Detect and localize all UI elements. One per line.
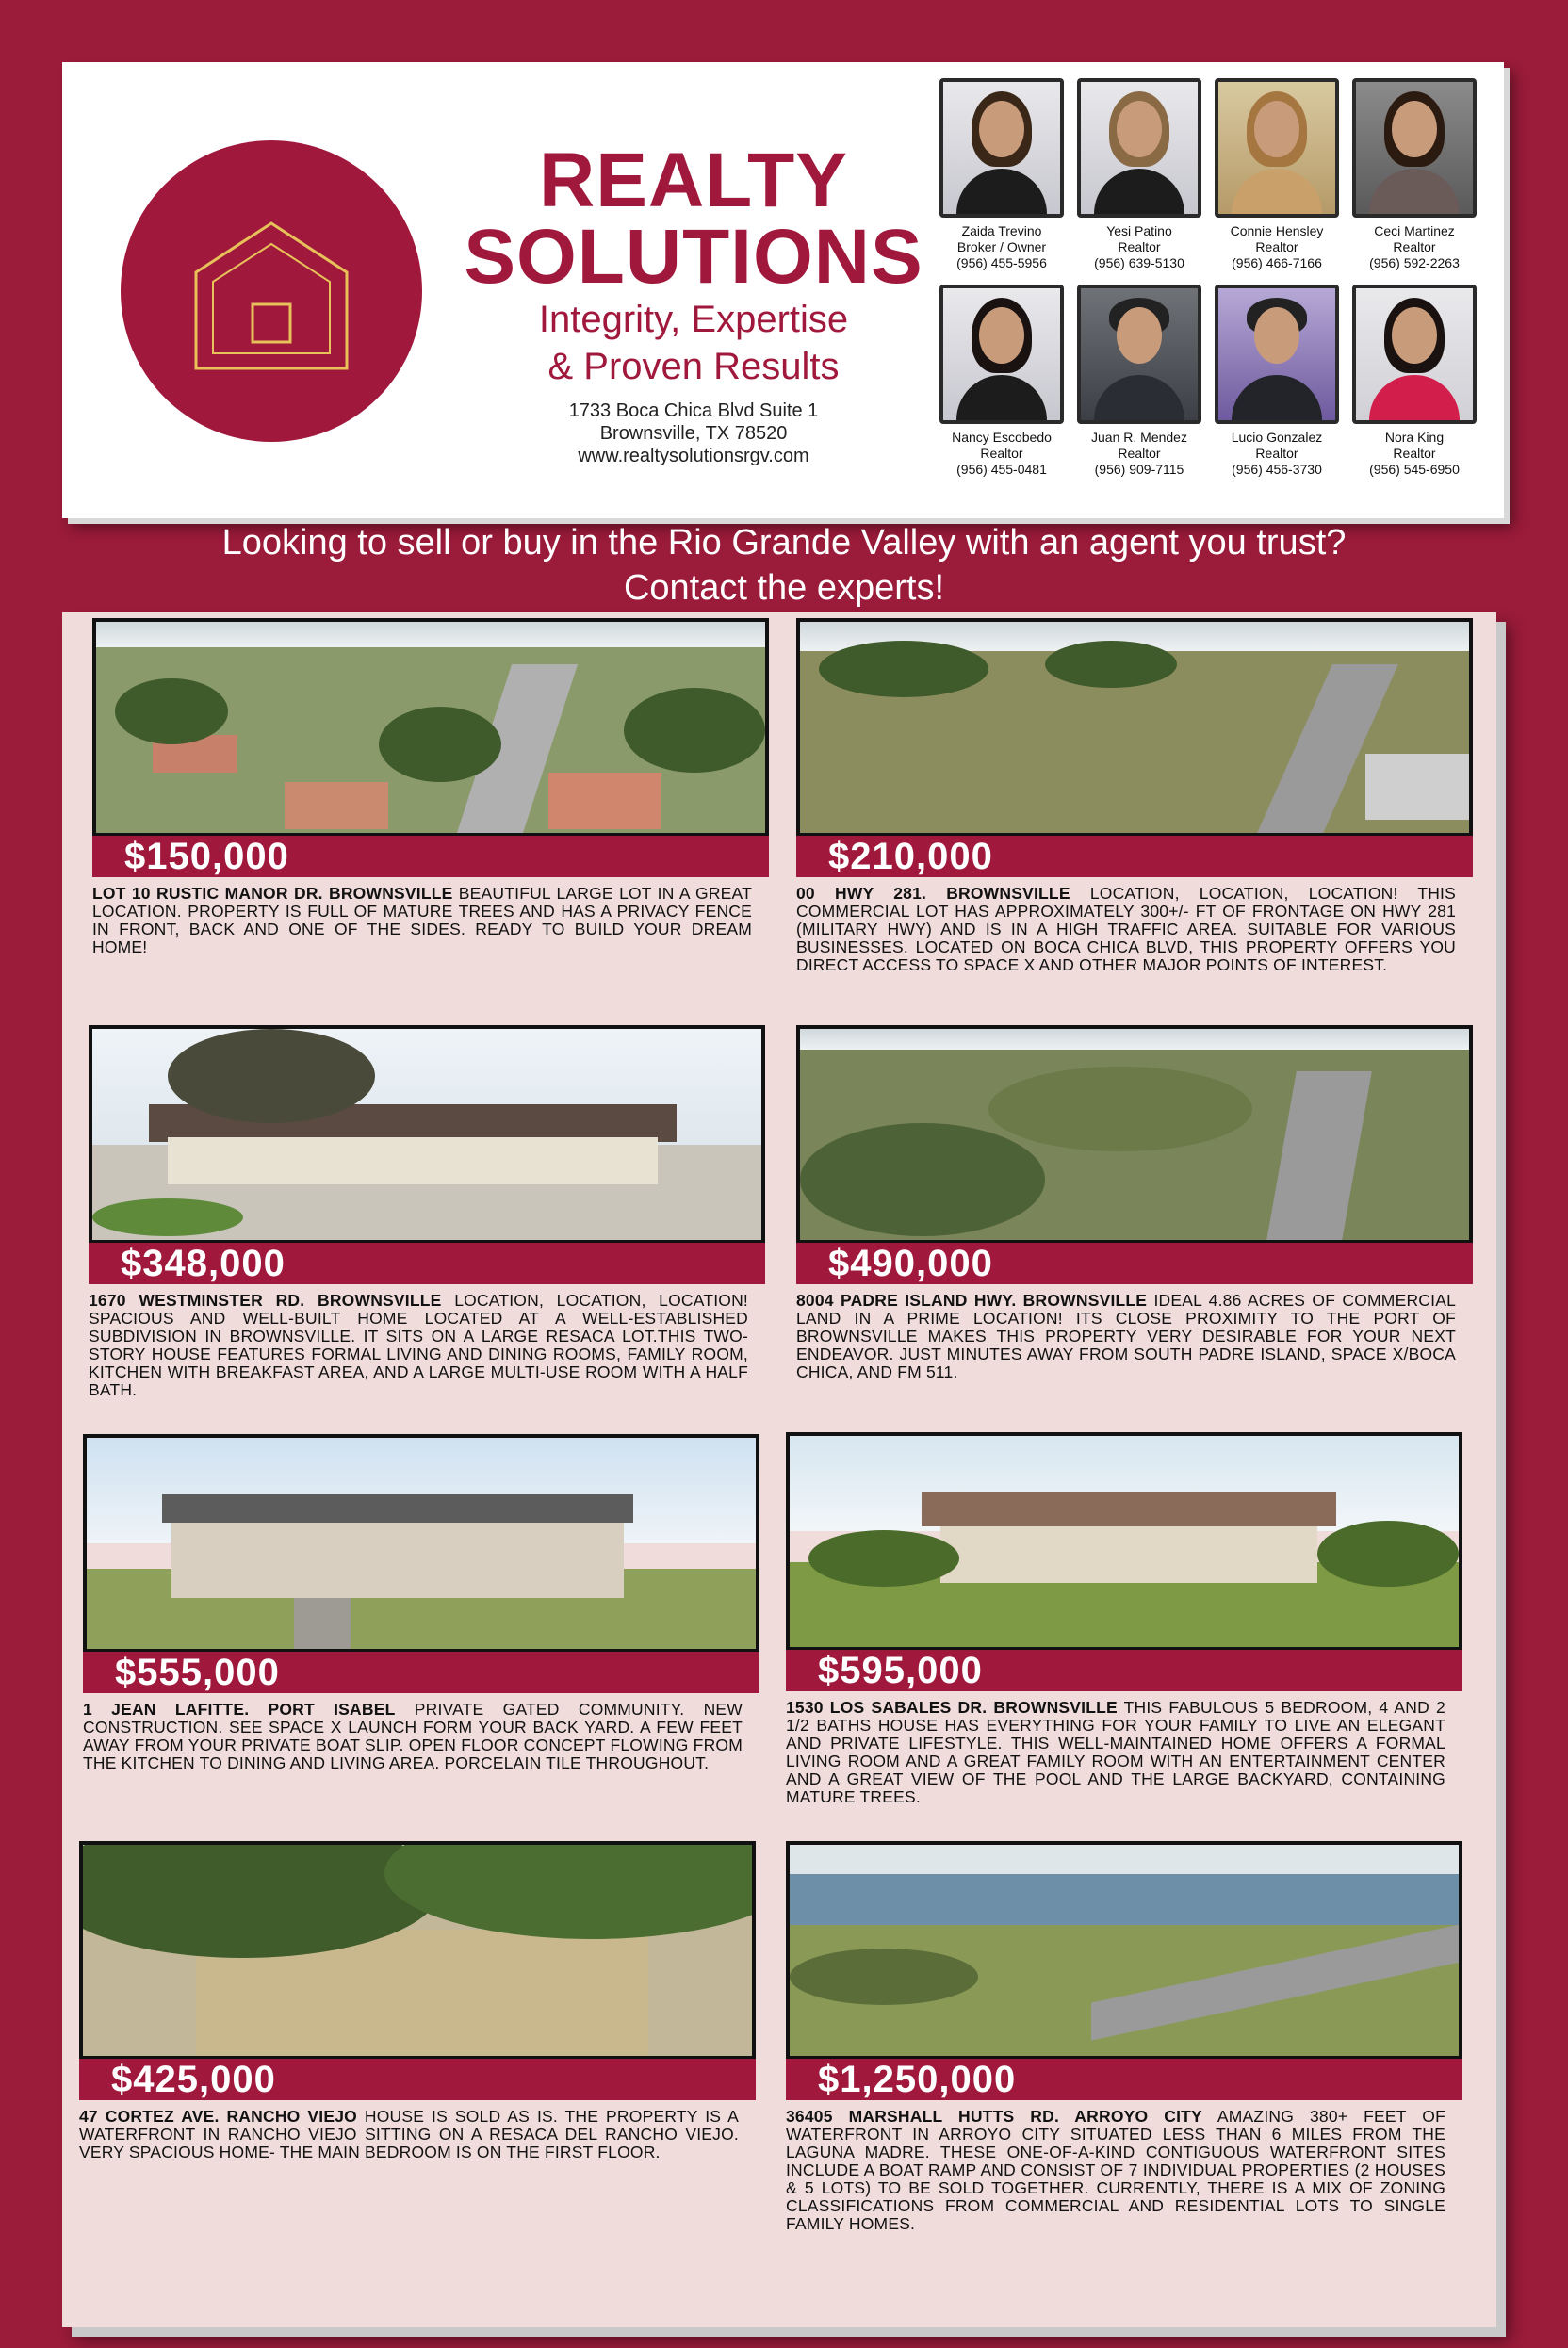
listing-photo [89,1025,765,1244]
listing-description [92,885,752,956]
agent-role: Realtor [1393,239,1436,254]
listing-details: PRIVATE GATED COMMUNITY. NEW CONSTRUCTION. SEE SPACE X LAUNCH FORM YOUR BACK YARD. A FEW FEET AWAY FROM YOUR PRIVATE BOAT SLIP. OPEN FLOOR CONCEPT FLOWING FROM THE KITCHEN TO DINING AND LIVING AREA. PORCELAIN TILE THROUGHOUT. [83,1700,743,1772]
brand-name-line2: SOLUTIONS [464,214,923,300]
listing-photo [796,618,1473,837]
listing-description [796,885,1456,974]
call-to-action-banner [0,520,1568,611]
listings-panel [62,612,1496,2327]
header-card [62,62,1504,518]
listing-price: $210,000 [828,836,993,877]
listing-details: LOCATION, LOCATION, LOCATION! SPACIOUS AND WELL-BUILT HOME LOCATED AT A WELL-ESTABLISHED SUBDIVISION IN BROWNSVILLE. IT SITS ON A LARGE RESACA LOT.THIS TWO-STORY HOUSE FEATURES FORMAL LIVING AND DINING ROOMS, FAMILY ROOM, KITCHEN WITH BREAKFAST AREA, AND A LARGE MULTI-USE ROOM WITH A HALF BATH. [89,1291,748,1399]
price-bar [786,2059,1462,2100]
price-bar [79,2059,756,2100]
listing-details: BEAUTIFUL LARGE LOT IN A GREAT LOCATION. PROPERTY IS FULL OF MATURE TREES AND HAS A PRIVACY FENCE IN FRONT, BACK AND ONE OF THE SIDES. READY TO BUILD YOUR DREAM HOME! [92,884,753,956]
brand-name-line1: REALTY [539,138,848,223]
website-link[interactable]: www.realtysolutionsrgv.com [578,446,809,466]
listing-price: $1,250,000 [818,2059,1017,2100]
address-line1: 1733 Boca Chica Blvd Suite 1 [568,400,819,421]
listing-address: 47 CORTEZ AVE. RANCHO VIEJO [79,2107,357,2126]
listing-details: THIS FABULOUS 5 BEDROOM, 4 AND 2 1/2 BATHS HOUSE HAS EVERYTHING FOR YOUR FAMILY TO LIVE AN ELEGANT AND PRIVATE LIFESTYLE. THIS WELL-MAINTAINED HOME OFFERS A FORMAL LIVING ROOM AND A GREAT FAMILY ROOM WITH AN ENTERTAINMENT CENTER AND A GREAT VIEW OF THE POOL AND THE LARGE BACKYARD, CONTAINING MATURE TREES. [786,1698,1446,1806]
agent-card [1346,78,1483,271]
listing-address: 1530 LOS SABALES DR. BROWNSVILLE [786,1698,1118,1717]
agent-role: Realtor [1118,446,1161,461]
listing-details: AMAZING 380+ FEET OF WATERFRONT IN ARROYO CITY SITUATED LESS THAN 6 MILES FROM THE LAGUNA MADRE. THESE ONE-OF-A-KIND CONTIGUOUS WATERFRONT SITES INCLUDE A BOAT RAMP AND CONSIST OF 7 INDIVIDUAL PROPERTIES (2 HOUSES & 5 LOTS) TO BE SOLD TOGETHER. CURRENTLY, THERE IS A MIX OF ZONING CLASSIFICATIONS FROM COMMERCIAL AND RESIDENTIAL LOTS TO SINGLE FAMILY HOMES. [786,2107,1446,2233]
agent-photo [1352,285,1477,424]
agent-role: Realtor [980,446,1023,461]
price-bar [796,1243,1473,1284]
agent-phone[interactable]: (956) 455-5956 [956,255,1047,270]
listing-description [79,2108,739,2161]
agent-name: Connie Hensley [1230,223,1324,238]
agent-grid [933,78,1491,478]
listing-price: $425,000 [111,2059,276,2100]
listing-photo [786,1432,1462,1651]
price-bar [786,1650,1462,1691]
listing-photo [786,1841,1462,2060]
agent-name: Lucio Gonzalez [1231,430,1323,445]
agent-card [933,285,1070,478]
agent-phone[interactable]: (956) 592-2263 [1369,255,1460,270]
agent-role: Realtor [1255,239,1298,254]
agent-photo [1352,78,1477,218]
listing-address: 1670 WESTMINSTER RD. BROWNSVILLE [89,1291,442,1310]
listing-address: 1 JEAN LAFITTE. PORT ISABEL [83,1700,396,1719]
listing-address: 8004 PADRE ISLAND HWY. BROWNSVILLE [796,1291,1148,1310]
address-line2: Brownsville, TX 78520 [599,423,788,444]
agent-card [1208,285,1346,478]
price-bar [89,1243,765,1284]
listing-address: LOT 10 RUSTIC MANOR DR. BROWNSVILLE [92,884,453,903]
tagline-line1: Integrity, Expertise [538,299,849,340]
listing-photo [83,1434,760,1653]
listing-description [83,1701,743,1772]
agent-role: Realtor [1393,446,1436,461]
agent-phone[interactable]: (956) 639-5130 [1094,255,1184,270]
banner-line1: Looking to sell or buy in the Rio Grande Valley with an agent you trust? [221,523,1347,563]
agent-card [1208,78,1346,271]
price-bar [796,836,1473,877]
listing-description [786,2108,1446,2233]
listing-address: 00 HWY 281. BROWNSVILLE [796,884,1070,903]
agent-photo [939,78,1064,218]
agent-phone[interactable]: (956) 466-7166 [1232,255,1322,270]
agent-phone[interactable]: (956) 545-6950 [1369,462,1460,477]
listing-photo [79,1841,756,2060]
agent-role: Broker / Owner [956,239,1047,254]
agent-name: Nora King [1384,430,1445,445]
listing-details: IDEAL 4.86 ACRES OF COMMERCIAL LAND IN A PRIME LOCATION! ITS CLOSE PROXIMITY TO THE PORT OF BROWNSVILLE MAKES THIS PROPERTY VERY DESIRABLE FOR YOUR NEXT ENDEAVOR. JUST MINUTES AWAY FROM SOUTH PADRE ISLAND, SPACE X/BOCA CHICA, AND FM 511. [796,1291,1457,1381]
brand-block [458,138,929,467]
agent-name: Yesi Patino [1106,223,1172,238]
listing-photo [796,1025,1473,1244]
agent-card [1070,78,1208,271]
listing-details: LOCATION, LOCATION, LOCATION! THIS COMMERCIAL LOT HAS APPROXIMATELY 300+/- FT OF FRONTAGE ON HWY 281 (MILITARY HWY) AND IS IN A HIGH TRAFFIC AREA. SUITABLE FOR VARIOUS BUSINESSES. LOCATED ON BOCA CHICA BLVD, THIS PROPERTY OFFERS YOU DIRECT ACCESS TO SPACE X AND OTHER MAJOR POINTS OF INTEREST. [796,884,1456,974]
listing-price: $555,000 [115,1652,280,1693]
agent-phone[interactable]: (956) 909-7115 [1094,462,1184,477]
agent-card [1070,285,1208,478]
agent-role: Realtor [1118,239,1161,254]
listing-description [796,1292,1456,1381]
agent-photo [1215,285,1339,424]
agent-phone[interactable]: (956) 456-3730 [1232,462,1322,477]
listing-address: 36405 MARSHALL HUTTS RD. ARROYO CITY [786,2107,1202,2126]
agent-phone[interactable]: (956) 455-0481 [956,462,1047,477]
listing-price: $348,000 [121,1243,286,1284]
agent-photo [1077,285,1201,424]
listing-price: $490,000 [828,1243,993,1284]
agent-photo [939,285,1064,424]
agent-name: Juan R. Mendez [1091,430,1187,445]
price-bar [83,1652,760,1693]
listing-description [89,1292,748,1399]
listing-details: HOUSE IS SOLD AS IS. THE PROPERTY IS A WATERFRONT IN RANCHO VIEJO SITTING ON A RESACA DEL RANCHO VIEJO. VERY SPACIOUS HOME- THE MAIN BEDROOM IS ON THE FIRST FLOOR. [79,2107,739,2161]
listing-price: $150,000 [124,836,289,877]
agent-role: Realtor [1255,446,1298,461]
banner-line2: Contact the experts! [623,568,945,608]
listing-price: $595,000 [818,1650,983,1691]
agent-name: Ceci Martinez [1374,223,1455,238]
tagline-line2: & Proven Results [547,346,840,387]
company-logo [121,140,422,442]
price-bar [92,836,769,877]
agent-photo [1215,78,1339,218]
house-logo-icon [187,216,356,376]
agent-name: Nancy Escobedo [952,430,1052,445]
agent-card [1346,285,1483,478]
listing-description [786,1699,1446,1806]
agent-name: Zaida Trevino [961,223,1042,238]
agent-photo [1077,78,1201,218]
listing-photo [92,618,769,837]
agent-card [933,78,1070,271]
